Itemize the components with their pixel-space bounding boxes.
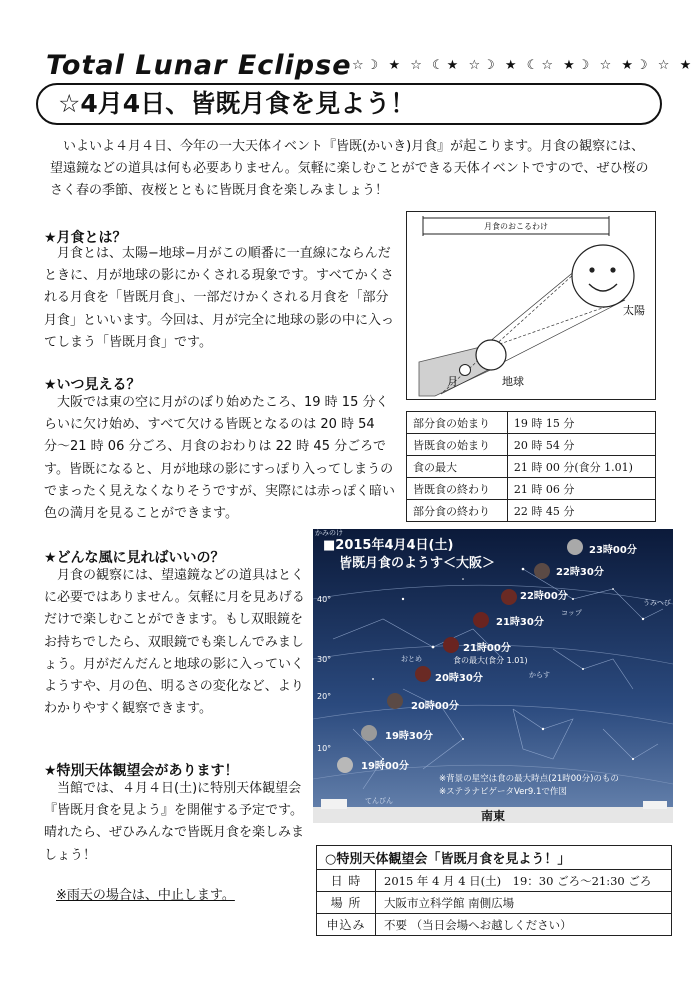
sky-title-main: 皆既月食のようす＜大阪＞ (339, 556, 496, 571)
table-row (317, 914, 672, 936)
event-row-value: 大阪市立科学館 南側広場 (376, 892, 672, 914)
title-english: Total Lunar Eclipse (46, 50, 352, 81)
sky-title-date: ■2015年4月4日(土) (323, 538, 454, 553)
event-row-label: 場 所 (317, 892, 376, 914)
table-row (407, 478, 656, 500)
direction-label: 南東 (480, 809, 506, 823)
event-table-heading: ○特別天体観望会「皆既月食を見よう！」 (317, 846, 672, 870)
moon-label-1900: 19時00分 (361, 761, 409, 772)
time-label: 皆既食の終わり (407, 478, 508, 500)
event-row-value: 2015 年 4 月 4 日(土) 19：30 ごろ〜21:30 ごろ (376, 870, 672, 892)
event-info-table (316, 845, 672, 936)
moon-label-1930: 19時30分 (385, 731, 433, 742)
heading-when-visible: ★いつ見える？ (44, 377, 141, 393)
table-header-row (317, 846, 672, 870)
moon-2130 (473, 612, 489, 628)
moon-2000 (387, 693, 403, 709)
table-row (317, 892, 672, 914)
paragraph-what-is-eclipse: 月食とは、太陽−地球−月がこの順番に一直線にならんだときに、月が地球の影にかくされる現象です。すべてかくされる月食を「皆既月食」、一部だけかくされる月食を「部分月食」といいます。今回は、月が完全に地球の影の中に入ってしまう「皆既月食」です。 (44, 246, 394, 350)
moon-icon (460, 365, 471, 376)
rain-cancel-note: ※雨天の場合は、中止します。 (56, 888, 235, 903)
moon-label: 月 (447, 375, 458, 388)
sun-icon (572, 245, 634, 307)
altitude-label: 20° (317, 692, 332, 701)
eclipse-diagram (406, 211, 656, 400)
moon-1900 (337, 757, 353, 773)
sky-note-background: ※背景の星空は食の最大時点(21時00分)のもの (439, 774, 619, 784)
paragraph-special-event: 当館では、４月４日(土)に特別天体観望会『皆既月食を見よう』を開催する予定です。晴れたら、ぜひみんなで皆既月食を楽しみましょう！ (44, 781, 305, 863)
intro-paragraph (50, 136, 654, 203)
paragraph-when-visible: 大阪では東の空に月がのぼり始めたころ、19 時 15 分くらいに欠け始め、すべて欠ける皆既となるのは 20 時 54 分〜21 時 06 分ごろ、月食のおわりは 22 時 45 分ごろです。皆既になると、月が地球の影にすっぽり入ってしまうのでまったく見えなくなりそうですが、実際には赤っぽく暗い色の満月を見ることができます。 (44, 395, 396, 522)
time-label: 部分食の始まり (407, 412, 508, 434)
time-value: 21 時 00 分(食分 1.01) (507, 456, 655, 478)
table-row (407, 500, 656, 522)
constellation-label: うみへび (643, 599, 671, 607)
constellation-label: おとめ (401, 655, 422, 663)
diagram-title: 月食のおこるわけ (484, 222, 548, 231)
time-value: 20 時 54 分 (507, 434, 655, 456)
table-row (407, 456, 656, 478)
moon-label-2300: 23時00分 (589, 545, 637, 556)
time-label: 皆既食の始まり (407, 434, 508, 456)
time-value: 22 時 45 分 (507, 500, 655, 522)
earth-icon (476, 340, 506, 370)
time-label: 部分食の終わり (407, 500, 508, 522)
moon-2100 (443, 637, 459, 653)
intro-text: いよいよ４月４日、今年の一大天体イベント『皆既(かいき)月食』が起こります。月食の観察には、望遠鏡などの道具は何も必要ありません。気軽に楽しむことができる天体イベントですので、ぜひ桜のさく春の季節、夜桜とともに皆既月食を楽しみましょう！ (50, 139, 649, 199)
table-row (407, 434, 656, 456)
event-row-label: 申込み (317, 914, 376, 936)
moon-label-2130: 21時30分 (496, 617, 544, 628)
altitude-label: 40° (317, 595, 332, 604)
constellation-label: てんびん (365, 797, 393, 805)
sky-chart-image (313, 529, 673, 823)
moon-label-2100: 21時00分 (463, 643, 511, 654)
altitude-label: 30° (317, 655, 332, 664)
event-row-value: 不要 （当日会場へお越しください） (376, 914, 672, 936)
moon-2300 (567, 539, 583, 555)
constellation-label: コップ (561, 609, 582, 617)
eclipse-times-table (406, 411, 656, 522)
constellation-label: からす (529, 671, 550, 679)
time-value: 19 時 15 分 (507, 412, 655, 434)
event-row-label: 日 時 (317, 870, 376, 892)
time-value: 21 時 06 分 (507, 478, 655, 500)
max-eclipse-label: 食の最大(食分 1.01) (453, 656, 528, 665)
heading-how-to-watch: ★どんな風に見ればいいの？ (44, 550, 225, 566)
earth-label: 地球 (502, 375, 524, 388)
table-row (407, 412, 656, 434)
sky-note-software: ※ステラナビゲータVer9.1で作図 (439, 787, 567, 797)
constellation-label-corner: かみのけ (315, 529, 343, 537)
altitude-label: 10° (317, 744, 332, 753)
page-title: ☆4月4日、皆既月食を見よう！ (58, 89, 416, 118)
moon-label-2030: 20時30分 (435, 673, 483, 684)
moon-2230 (534, 563, 550, 579)
paragraph-how-to-watch: 月食の観察には、望遠鏡などの道具はとくに必要ではありません。気軽に月を見あげるだけで楽しむことができます。もし双眼鏡をお持ちでしたら、双眼鏡でも楽しんでみましょう。月がだんだんと地球の影に入っていくようすや、月の色、明るさの変化など、よりわかりやすく観察できます。 (44, 568, 305, 717)
heading-what-is-eclipse: ★月食とは？ (44, 230, 127, 246)
moon-2200 (501, 589, 517, 605)
moon-label-2000: 20時00分 (411, 701, 459, 712)
sun-label: 太陽 (623, 304, 645, 317)
heading-special-event: ★特別天体観望会があります！ (44, 763, 239, 779)
table-row (317, 870, 672, 892)
moon-label-2200: 22時00分 (520, 591, 568, 602)
moon-label-2230: 22時30分 (556, 567, 604, 578)
time-label: 食の最大 (407, 456, 508, 478)
moon-1930 (361, 725, 377, 741)
moon-2030 (415, 666, 431, 682)
star-decoration: ☆☽ ★ ☆ ☾★ ☆☽ ★ ☾☆ ★☽ ☆ ★☽ ☆ ★ (352, 58, 695, 73)
